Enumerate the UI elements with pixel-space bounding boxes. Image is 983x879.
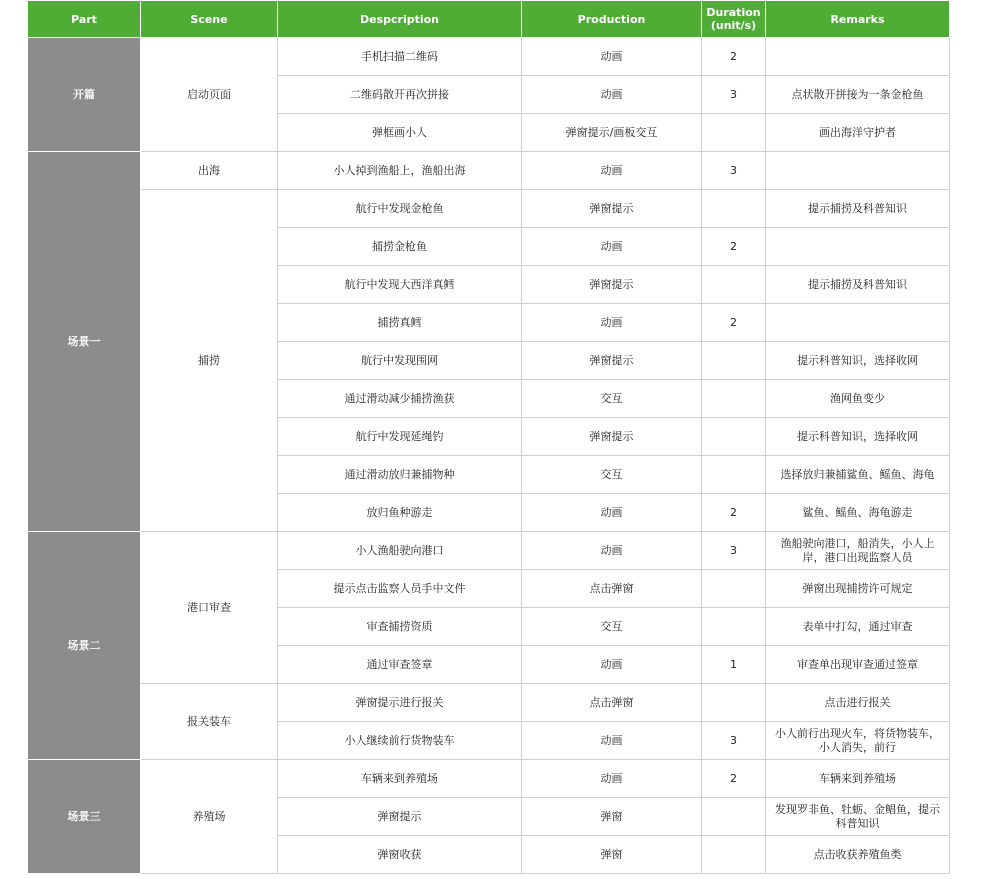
production-table xyxy=(27,0,950,874)
duration-cell: 3 xyxy=(702,722,766,760)
description-cell: 航行中发现延绳钓 xyxy=(278,418,522,456)
remarks-cell: 画出海洋守护者 xyxy=(766,114,950,152)
table-row xyxy=(28,684,950,722)
header-scene: Scene xyxy=(141,1,278,38)
description-cell: 航行中发现金枪鱼 xyxy=(278,190,522,228)
description-cell: 弹窗提示 xyxy=(278,798,522,836)
description-cell: 弹窗提示进行报关 xyxy=(278,684,522,722)
scene-cell: 启动页面 xyxy=(141,38,278,152)
remarks-cell xyxy=(766,152,950,190)
duration-cell xyxy=(702,342,766,380)
duration-cell xyxy=(702,380,766,418)
remarks-cell: 发现罗非鱼、牡蛎、金鲳鱼，提示科普知识 xyxy=(766,798,950,836)
production-cell: 动画 xyxy=(522,722,702,760)
remarks-cell: 点击进行报关 xyxy=(766,684,950,722)
remarks-cell: 弹窗出现捕捞许可规定 xyxy=(766,570,950,608)
description-cell: 手机扫描二维码 xyxy=(278,38,522,76)
production-cell: 动画 xyxy=(522,760,702,798)
duration-cell xyxy=(702,608,766,646)
description-cell: 车辆来到养殖场 xyxy=(278,760,522,798)
description-cell: 捕捞金枪鱼 xyxy=(278,228,522,266)
part-cell: 场景一 xyxy=(28,152,141,532)
description-cell: 通过滑动放归兼捕物种 xyxy=(278,456,522,494)
description-cell: 捕捞真鳕 xyxy=(278,304,522,342)
description-cell: 弹框画小人 xyxy=(278,114,522,152)
part-cell: 场景二 xyxy=(28,532,141,760)
remarks-cell xyxy=(766,228,950,266)
remarks-cell: 渔网鱼变少 xyxy=(766,380,950,418)
production-cell: 动画 xyxy=(522,532,702,570)
table-row xyxy=(28,760,950,798)
production-cell: 点击弹窗 xyxy=(522,684,702,722)
production-cell: 动画 xyxy=(522,228,702,266)
remarks-cell: 提示科普知识，选择收网 xyxy=(766,342,950,380)
production-cell: 弹窗提示 xyxy=(522,266,702,304)
duration-cell: 2 xyxy=(702,38,766,76)
production-cell: 交互 xyxy=(522,608,702,646)
duration-cell xyxy=(702,418,766,456)
production-cell: 点击弹窗 xyxy=(522,570,702,608)
header-remarks: Remarks xyxy=(766,1,950,38)
duration-cell: 2 xyxy=(702,760,766,798)
remarks-cell: 表单中打勾，通过审查 xyxy=(766,608,950,646)
scene-cell: 港口审查 xyxy=(141,532,278,684)
part-cell: 场景三 xyxy=(28,760,141,874)
scene-cell: 报关装车 xyxy=(141,684,278,760)
production-cell: 弹窗 xyxy=(522,798,702,836)
remarks-cell: 车辆来到养殖场 xyxy=(766,760,950,798)
production-cell: 动画 xyxy=(522,38,702,76)
production-cell: 交互 xyxy=(522,456,702,494)
duration-cell: 3 xyxy=(702,532,766,570)
header-duration-line1: Duration xyxy=(706,6,761,19)
duration-cell: 3 xyxy=(702,152,766,190)
duration-cell xyxy=(702,570,766,608)
part-cell: 开篇 xyxy=(28,38,141,152)
description-cell: 通过滑动减少捕捞渔获 xyxy=(278,380,522,418)
description-cell: 通过审查签章 xyxy=(278,646,522,684)
table-row xyxy=(28,190,950,228)
production-cell: 动画 xyxy=(522,76,702,114)
description-cell: 小人渔船驶向港口 xyxy=(278,532,522,570)
description-cell: 航行中发现围网 xyxy=(278,342,522,380)
scene-cell: 出海 xyxy=(141,152,278,190)
remarks-cell: 渔船驶向港口，船消失，小人上岸，港口出现监察人员 xyxy=(766,532,950,570)
production-cell: 动画 xyxy=(522,152,702,190)
production-cell: 动画 xyxy=(522,494,702,532)
production-cell: 弹窗提示/画板交互 xyxy=(522,114,702,152)
duration-cell xyxy=(702,190,766,228)
production-cell: 弹窗 xyxy=(522,836,702,874)
remarks-cell: 提示捕捞及科普知识 xyxy=(766,266,950,304)
description-cell: 小人掉到渔船上，渔船出海 xyxy=(278,152,522,190)
production-cell: 动画 xyxy=(522,304,702,342)
duration-cell: 2 xyxy=(702,228,766,266)
header-duration-line2: (unit/s) xyxy=(710,19,757,32)
header-duration xyxy=(702,1,766,38)
description-cell: 小人继续前行货物装车 xyxy=(278,722,522,760)
table-row xyxy=(28,152,950,190)
duration-cell xyxy=(702,836,766,874)
duration-cell: 1 xyxy=(702,646,766,684)
production-cell: 动画 xyxy=(522,646,702,684)
remarks-cell xyxy=(766,304,950,342)
duration-cell xyxy=(702,798,766,836)
description-cell: 弹窗收获 xyxy=(278,836,522,874)
table-row xyxy=(28,532,950,570)
scene-cell: 捕捞 xyxy=(141,190,278,532)
duration-cell xyxy=(702,266,766,304)
remarks-cell: 提示捕捞及科普知识 xyxy=(766,190,950,228)
duration-cell xyxy=(702,114,766,152)
description-cell: 提示点击监察人员手中文件 xyxy=(278,570,522,608)
header-production: Production xyxy=(522,1,702,38)
description-cell: 航行中发现大西洋真鳕 xyxy=(278,266,522,304)
description-cell: 放归鱼种游走 xyxy=(278,494,522,532)
remarks-cell: 点状散开拼接为一条金枪鱼 xyxy=(766,76,950,114)
duration-cell: 2 xyxy=(702,494,766,532)
remarks-cell: 提示科普知识，选择收网 xyxy=(766,418,950,456)
remarks-cell: 鲨鱼、鳐鱼、海龟游走 xyxy=(766,494,950,532)
table-row xyxy=(28,38,950,76)
remarks-cell: 点击收获养殖鱼类 xyxy=(766,836,950,874)
scene-cell: 养殖场 xyxy=(141,760,278,874)
duration-cell: 2 xyxy=(702,304,766,342)
header-part: Part xyxy=(28,1,141,38)
remarks-cell: 小人前行出现火车，将货物装车，小人消失，前行 xyxy=(766,722,950,760)
description-cell: 二维码散开再次拼接 xyxy=(278,76,522,114)
table-header-row xyxy=(28,1,950,38)
duration-cell xyxy=(702,684,766,722)
header-description: Despcription xyxy=(278,1,522,38)
description-cell: 审查捕捞资质 xyxy=(278,608,522,646)
production-cell: 弹窗提示 xyxy=(522,190,702,228)
remarks-cell: 审查单出现审查通过签章 xyxy=(766,646,950,684)
remarks-cell: 选择放归兼捕鲨鱼、鳐鱼、海龟 xyxy=(766,456,950,494)
remarks-cell xyxy=(766,38,950,76)
production-cell: 交互 xyxy=(522,380,702,418)
production-cell: 弹窗提示 xyxy=(522,342,702,380)
duration-cell xyxy=(702,456,766,494)
production-cell: 弹窗提示 xyxy=(522,418,702,456)
duration-cell: 3 xyxy=(702,76,766,114)
